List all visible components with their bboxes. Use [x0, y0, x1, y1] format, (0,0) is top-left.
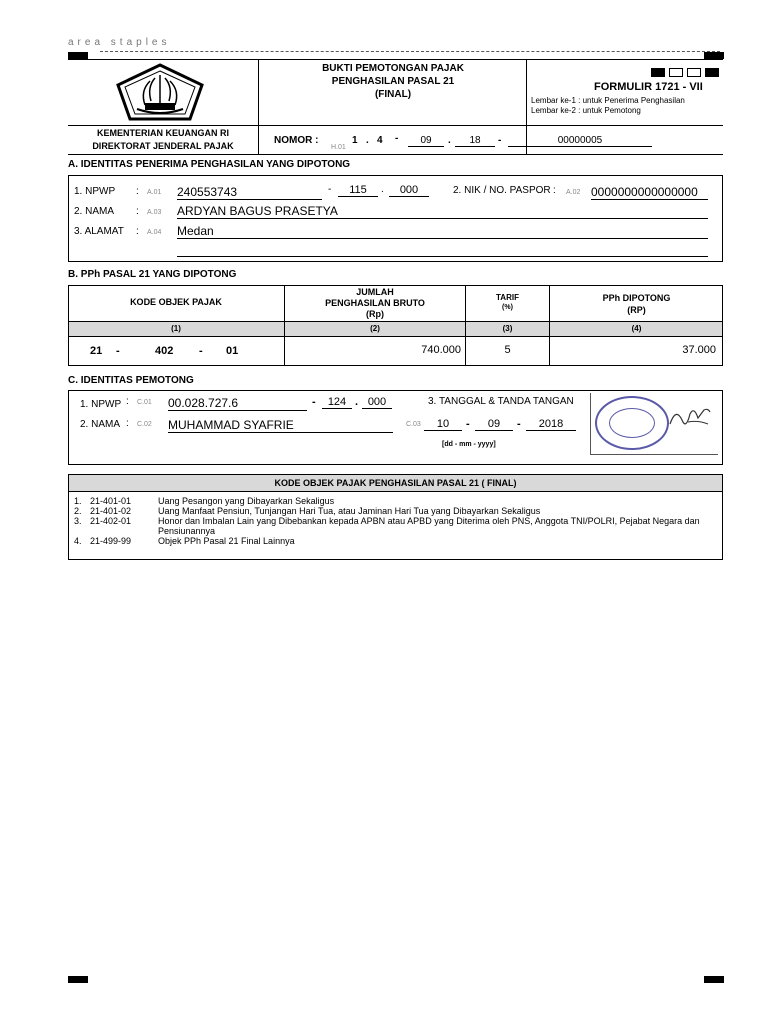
withholder-npwp-part-1: 00.028.727.6 [168, 396, 307, 411]
nama-label: 2. NAMA [74, 206, 115, 217]
field-code: A.04 [147, 229, 162, 236]
header-line: PENGHASILAN BRUTO [325, 298, 425, 308]
withholder-name: MUHAMMAD SYAFRIE [168, 418, 393, 433]
registration-mark [704, 52, 724, 59]
cut-line [100, 51, 720, 52]
date-month: 09 [475, 418, 513, 431]
alamat-label: 3. ALAMAT [74, 226, 124, 237]
field-code: A.02 [566, 189, 581, 196]
recipient-name: ARDYAN BAGUS PRASETYA [177, 204, 708, 219]
divider [68, 321, 723, 322]
npwp-label: 1. NPWP [80, 399, 122, 410]
item-number: 3. [74, 516, 82, 526]
dash: - [517, 418, 521, 430]
signature-icon [668, 402, 712, 432]
registration-mark [704, 976, 724, 983]
nomor-sequence: 00000005 [508, 135, 652, 147]
nomor-part-1: 1 [352, 135, 358, 146]
withholder-npwp-part-3: 000 [362, 396, 392, 409]
column-number: (4) [631, 324, 642, 333]
dash: - [116, 345, 120, 357]
codes-title: KODE OBJEK PAJAK PENGHASILAN PASAL 21 ( FINAL) [274, 478, 517, 488]
item-description: Objek PPh Pasal 21 Final Lainnya [158, 536, 295, 546]
dash: - [328, 184, 332, 195]
recipient-npwp-part-2: 115 [338, 184, 378, 197]
tarif-value: 5 [504, 344, 511, 356]
colon: : [126, 418, 129, 429]
list-item [74, 536, 714, 546]
field-code: C.01 [137, 399, 152, 406]
date-year: 2018 [526, 418, 576, 431]
divider [258, 59, 259, 155]
ministry-line-2: DIREKTORAT JENDERAL PAJAK [92, 141, 234, 151]
ministry-logo-icon [115, 63, 205, 121]
colon: : [136, 186, 139, 197]
form-code: FORMULIR 1721 - VII [594, 81, 703, 93]
nama-label: 2. NAMA [80, 419, 121, 430]
colon: : [126, 396, 129, 407]
section-a-title: A. IDENTITAS PENERIMA PENGHASILAN YANG DIPOTONG [68, 159, 351, 170]
dash: - [312, 396, 316, 408]
tanggal-label: 3. TANGGAL & TANDA TANGAN [428, 396, 574, 407]
area-staples-label: area staples [68, 37, 171, 48]
item-description: Uang Manfaat Pensiun, Tunjangan Hari Tua, atau Jaminan Hari Tua yang Dibayarkan Sekaligus [158, 506, 541, 516]
column-header-kode: KODE OBJEK PAJAK [130, 297, 222, 307]
section-b-title: B. PPh PASAL 21 YANG DIPOTONG [68, 269, 237, 280]
item-code: 21-402-01 [90, 516, 132, 526]
list-item [74, 506, 714, 516]
nomor-year: 18 [455, 135, 495, 147]
column-number: (1) [171, 324, 181, 333]
checkbox-filled [705, 68, 719, 77]
dot: . [381, 184, 384, 195]
colon: : [136, 226, 139, 237]
kode-part-2: 402 [155, 345, 174, 357]
column-header-tarif [466, 293, 549, 313]
header-line: PPh DIPOTONG [602, 293, 671, 303]
date-day: 10 [424, 418, 462, 431]
checkbox [669, 68, 683, 77]
item-code: 21-499-99 [90, 536, 132, 546]
npwp-label: 1. NPWP [74, 186, 116, 197]
dot: . [355, 396, 359, 408]
header-line: (RP) [627, 305, 646, 315]
registration-mark [68, 976, 88, 983]
divider [68, 336, 723, 337]
item-code: 21-401-01 [90, 496, 132, 506]
ministry-name [68, 127, 258, 153]
nomor-part-2: 4 [377, 135, 383, 146]
sheet-2-note: Lembar ke-2 : untuk Pemotong [531, 106, 641, 115]
title-line-2: PENGHASILAN PASAL 21 [331, 76, 455, 87]
header-line: (%) [502, 304, 513, 311]
title-line-3: (FINAL) [374, 89, 412, 100]
colon: : [136, 206, 139, 217]
checkbox-filled [651, 68, 665, 77]
kode-part-3: 01 [226, 345, 239, 357]
item-number: 2. [74, 506, 82, 516]
kode-part-1: 21 [90, 345, 103, 357]
address-line-2 [177, 245, 708, 257]
bruto-value: 740.000 [421, 344, 461, 356]
field-code: C.02 [137, 421, 152, 428]
nik-label: 2. NIK / NO. PASPOR [453, 185, 551, 196]
colon: : [553, 185, 556, 196]
column-header-bruto [285, 287, 465, 320]
header-line: TARIF [496, 293, 519, 302]
sheet-1-note: Lembar ke-1 : untuk Penerima Penghasilan [531, 96, 685, 105]
section-c-title: C. IDENTITAS PEMOTONG [68, 375, 194, 386]
field-code: A.03 [147, 209, 162, 216]
recipient-nik: 0000000000000000 [591, 185, 708, 200]
form-title [260, 62, 526, 101]
item-description: Honor dan Imbalan Lain yang Dibebankan kepada APBN atau APBD yang Diterima oleh PNS, Anggota TNI/POLRI, Pejabat Negara dan Pensiunannya [158, 516, 700, 536]
recipient-address: Medan [177, 224, 708, 239]
checkbox [687, 68, 701, 77]
withholder-npwp-part-2: 124 [322, 396, 352, 409]
column-number: (2) [370, 324, 380, 333]
list-item [74, 496, 714, 506]
field-code: C.03 [406, 421, 421, 428]
ministry-line-1: KEMENTERIAN KEUANGAN RI [96, 128, 229, 138]
divider [68, 491, 723, 492]
nomor-label: NOMOR : [274, 135, 319, 146]
divider [68, 125, 723, 126]
title-line-1: BUKTI PEMOTONGAN PAJAK [322, 63, 464, 74]
header-line: JUMLAH [356, 287, 394, 297]
item-number: 4. [74, 536, 82, 546]
item-code: 21-401-02 [90, 506, 132, 516]
column-header-pph [550, 292, 723, 316]
dash: - [199, 345, 203, 357]
dash: - [466, 418, 470, 430]
item-number: 1. [74, 496, 82, 506]
nomor-month: 09 [408, 135, 444, 147]
nomor-dot: . [448, 135, 451, 146]
field-code: A.01 [147, 189, 162, 196]
nomor-code: H.01 [331, 144, 346, 151]
nomor-dash: - [395, 133, 399, 144]
pph-value: 37.000 [682, 344, 716, 356]
item-description: Uang Pesangon yang Dibayarkan Sekaligus [158, 496, 335, 506]
column-number: (3) [502, 324, 513, 333]
nomor-dash: - [498, 135, 502, 146]
date-format-hint: [dd - mm - yyyy] [442, 441, 496, 448]
registration-mark [68, 52, 88, 59]
codes-list [74, 496, 714, 546]
header-line: (Rp) [366, 309, 384, 319]
recipient-npwp-part-1: 240553743 [177, 185, 322, 200]
list-item [74, 516, 714, 536]
nomor-dot: . [366, 135, 369, 146]
recipient-npwp-part-3: 000 [389, 184, 429, 197]
official-stamp-icon [595, 396, 669, 450]
